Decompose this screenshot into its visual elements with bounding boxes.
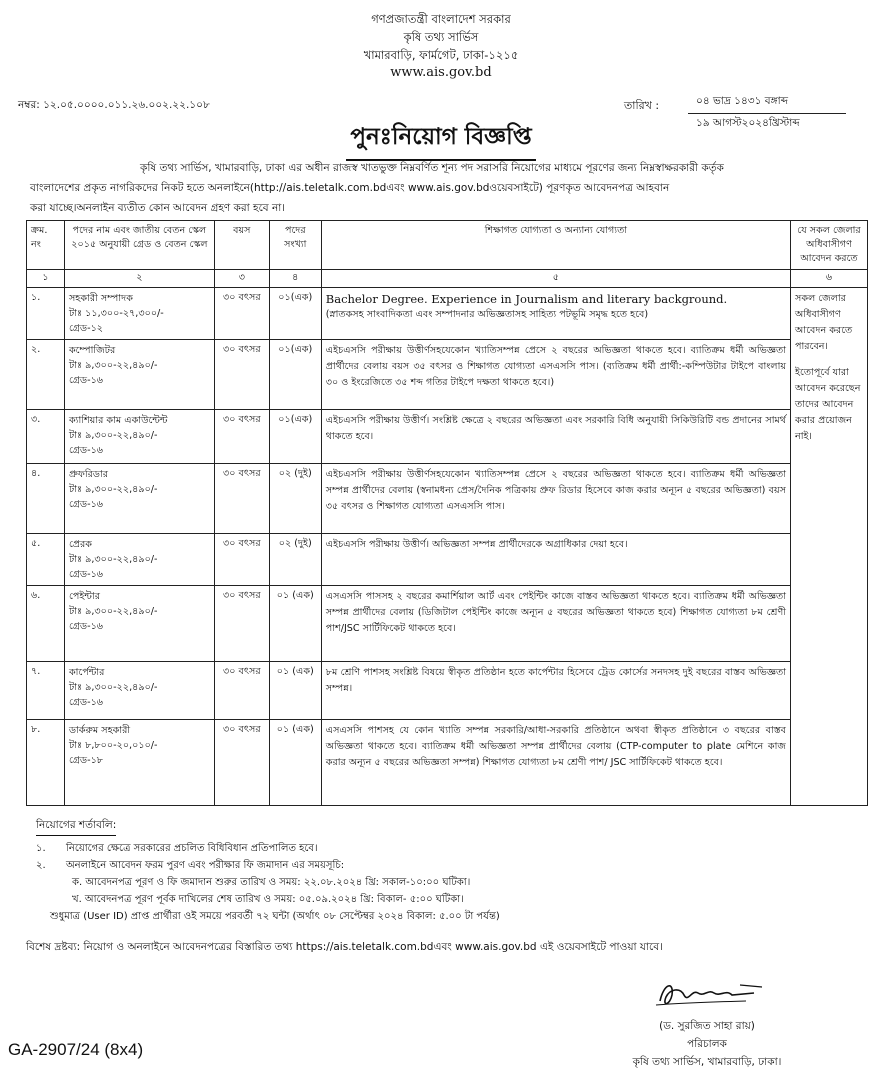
col-number: ২ <box>64 270 214 288</box>
col-number: ৩ <box>214 270 269 288</box>
qualification-cell: ৮ম শ্রেণি পাশসহ সংশ্লিষ্ট বিষয়ে স্বীকৃত প্রতিষ্ঠান হতে কার্পেন্টার হিসেবে ট্রেড কোর্সের সনদসহ দুই বছরের বাস্তব অভিজ্ঞতা সম্পন্ন। <box>321 662 790 720</box>
table-row <box>27 586 868 662</box>
post-name: পেইন্টার <box>68 591 100 602</box>
office-address: খামারবাড়ি, ফার্মগেট, ঢাকা-১২১৫ <box>363 48 519 62</box>
signer-name: (ড. সুরজিত সাহা রায়) <box>659 1020 755 1032</box>
term-text: নিয়োগের ক্ষেত্রে সরকারের প্রচলিত বিধিবিধান প্রতিপালিত হবে। <box>66 843 318 854</box>
grade: গ্রেড-১৬ <box>68 375 104 386</box>
row-serial: ৬. <box>27 586 65 662</box>
pay-scale: টাঃ ৮,৮০০-২০,০১০/- <box>68 740 158 751</box>
grade: গ্রেড-১৬ <box>68 621 104 632</box>
age-limit: ৩০ বৎসর <box>214 410 269 464</box>
age-limit: ৩০ বৎসর <box>214 534 269 586</box>
signature-icon <box>650 975 770 1013</box>
note-all-districts: সকল জেলার অধিবাসীগণ আবেদন করতে পারবেন। <box>795 293 853 352</box>
post-name: কার্পেন্টার <box>68 667 105 678</box>
post-cell <box>64 662 214 720</box>
grade: গ্রেড-১৬ <box>68 499 104 510</box>
age-limit: ৩০ বৎসর <box>214 662 269 720</box>
row-serial: ৪. <box>27 464 65 534</box>
age-limit: ৩০ বৎসর <box>214 720 269 806</box>
grade: গ্রেড-১৮ <box>68 755 104 766</box>
qualification-cell <box>321 288 790 340</box>
qualification-cell: এসএসসি পাসসহ ২ বছরের কমার্শিয়াল আর্ট এবং পেইন্টিং কাজে বাস্তব অভিজ্ঞতা থাকতে হবে। ব্যাতিক্রম ধর্মী অভিজ্ঞতা সম্পন্ন প্রার্থীদের বেলায় (ডিজিটাল পেইন্টিং কাজে অন্যূন ৫ বছরের অভিজ্ঞতা থাকতে হবে) শিক্ষাগত যোগ্যতা ৮ম শ্রেণী পাশ/JSC সার্টিফিকেট থাকতে হবে। <box>321 586 790 662</box>
table-row <box>27 464 868 534</box>
table-row <box>27 410 868 464</box>
age-limit: ৩০ বৎসর <box>214 586 269 662</box>
list-item <box>36 840 856 857</box>
signer-designation: পরিচালক <box>687 1038 727 1050</box>
column-number-row <box>27 270 868 288</box>
terms-list <box>36 840 856 925</box>
post-count: ০২ (দুই) <box>269 534 321 586</box>
qualification-english: Bachelor Degree. Experience in Journalism and literary background. <box>325 292 728 306</box>
note-previous-applicants: ইতোপূর্বে যারা আবেদন করেছেন তাদের আবেদন করার প্রয়োজন নাই। <box>795 367 861 442</box>
header-serial: ক্রম. নং <box>27 221 65 270</box>
pay-scale: টাঃ ৯,৩০০-২২,৪৯০/- <box>68 484 158 495</box>
row-serial: ৫. <box>27 534 65 586</box>
row-serial: ২. <box>27 340 65 410</box>
col-number: ১ <box>27 270 65 288</box>
header-post: পদের নাম এবং জাতীয় বেতন স্কেল ২০১৫ অনুযায়ী গ্রেড ও বেতন স্কেল <box>64 221 214 270</box>
post-name: ক্যাশিয়ার কাম একাউন্টেন্ট <box>68 415 168 426</box>
post-count: ০১ (এক) <box>269 586 321 662</box>
qualification-cell: এইচএসসি পরীক্ষায় উত্তীর্ণ। সংশ্লিষ্ট ক্ষেত্রে ২ বছরের অভিজ্ঞতা এবং সরকারি বিধি অনুযায়ী সিকিউরিটি বন্ড প্রদানের সামর্থ থাকতে হবে। <box>321 410 790 464</box>
pay-scale: টাঃ ৯,৩০০-২২,৪৯০/- <box>68 360 158 371</box>
posts-table <box>26 220 868 806</box>
office-website: www.ais.gov.bd <box>390 65 492 80</box>
post-count: ০১(এক) <box>269 340 321 410</box>
districts-note <box>791 288 868 806</box>
pay-scale: টাঃ ৯,৩০০-২২,৪৯০/- <box>68 554 158 565</box>
ad-code: GA-2907/24 (8x4) <box>8 1040 144 1059</box>
post-count: ০১(এক) <box>269 288 321 340</box>
row-serial: ১. <box>27 288 65 340</box>
post-name: প্রেরক <box>68 539 93 550</box>
special-note: বিশেষ দ্রষ্টব্য: নিয়োগ ও অনলাইনে আবেদনপত্রের বিস্তারিত তথ্য https://ais.teletalk.com.bdএবং www.ais.gov.bd এই ওয়েবসাইটে পাওয়া যাবে। <box>26 941 663 953</box>
pay-scale: টাঃ ১১,৩০০-২৭,৩০০/- <box>68 308 164 319</box>
grade: গ্রেড-১২ <box>68 323 104 334</box>
list-item <box>36 857 856 874</box>
terms-heading: নিয়োগের শর্তাবলি: <box>36 818 116 836</box>
signer-block <box>582 1017 832 1071</box>
post-name: ডার্করুম সহকারী <box>68 725 131 736</box>
notice-title: পুনঃনিয়োগ বিজ্ঞপ্তি <box>346 118 535 161</box>
row-serial: ৭. <box>27 662 65 720</box>
table-row <box>27 720 868 806</box>
qualification-cell: এসএসসি পাশসহ যে কোন খ্যাতি সম্পন্ন সরকারি/আধা-সরকারি প্রতিষ্ঠানে অথবা স্বীকৃত প্রতিষ্ঠানে ৩ বছরের বাস্তব অভিজ্ঞতা থাকতে হবে। ব্যাতিক্রম ধর্মী অভিজ্ঞতা সম্পন্ন প্রার্থীদের বেলায় (CTP-computer to plate মেশিনে কাজ করার অন্যূন ৫ বছরের অভিজ্ঞতা সম্পন্ন) শিক্ষাগত যোগ্যতা ৮ম শ্রেণী পাশ/ JSC সার্টিফিকেট থাকতে হবে। <box>321 720 790 806</box>
post-count: ০২ (দুই) <box>269 464 321 534</box>
post-name: সহকারী সম্পাদক <box>68 293 133 304</box>
post-cell <box>64 288 214 340</box>
col-number: ৬ <box>791 270 868 288</box>
header-districts: যে সকল জেলার অধিবাসীগণ আবেদন করতে <box>791 221 868 270</box>
memo-number: নম্বর: ১২.০৫.০০০০.০১১.২৬.০০২.২২.১০৮ <box>18 99 210 111</box>
grade: গ্রেড-১৬ <box>68 569 104 580</box>
table-row <box>27 340 868 410</box>
post-cell <box>64 340 214 410</box>
col-number: ৪ <box>269 270 321 288</box>
post-name: কম্পোজিটর <box>68 345 116 356</box>
post-cell <box>64 534 214 586</box>
table-row <box>27 534 868 586</box>
grade: গ্রেড-১৬ <box>68 697 104 708</box>
office-header <box>0 10 882 82</box>
table-row <box>27 662 868 720</box>
post-name: প্রুফরিডার <box>68 469 109 480</box>
table-header-row <box>27 221 868 270</box>
age-limit: ৩০ বৎসর <box>214 340 269 410</box>
term-text: অনলাইনে আবেদন ফরম পুরণ এবং পরীক্ষার ফি জমাদান এর সময়সূচি: <box>66 860 345 871</box>
qualification-cell: এইচএসসি পরীক্ষায় উত্তীর্ণসহযেকোন খ্যাতিসম্পন্ন প্রেসে ২ বছরের অভিজ্ঞতা থাকতে হবে। ব্যাতিক্রম ধর্মী অভিজ্ঞতা প্রার্থীদের বেলায় বয়স ৩৫ বৎসর ও শিক্ষাগত যোগ্যতা এসএসসি পাস। (ব্যতিক্রম ধর্মী প্রার্থী:-কম্পিউটার টাইপে বাংলায় ৩০ ও ইংরেজিতে ৩৫ শব্দ গতির টাইপে দক্ষতা থাকতে হবে।) <box>321 340 790 410</box>
post-cell <box>64 464 214 534</box>
signer-office: কৃষি তথ্য সার্ভিস, খামারবাড়ি, ঢাকা। <box>632 1056 782 1068</box>
age-limit: ৩০ বৎসর <box>214 464 269 534</box>
qualification-cell: এইচএসসি পরীক্ষায় উত্তীর্ণসহযেকোন খ্যাতিসম্পন্ন প্রেসে ২ বছরের অভিজ্ঞতা থাকতে হবে। ব্যাতিক্রম ধর্মী অভিজ্ঞতা সম্পন্ন প্রার্থীদের বেলায় (স্বনামধন্য প্রেস/দৈনিক পত্রিকায় প্রুফ রিডার হিসেবে কাজ করার অন্যূন ৫ বছরের অভিজ্ঞতা) বয়স ৩৫ বৎসর ও শিক্ষাগত যোগ্যতা এসএসসি পাস। <box>321 464 790 534</box>
qualification-cell: এইচএসসি পরীক্ষায় উত্তীর্ণ। অভিজ্ঞতা সম্পন্ন প্রার্থীদেরকে অগ্রাধিকার দেয়া হবে। <box>321 534 790 586</box>
intro-paragraph <box>30 158 868 218</box>
term-number: ২. <box>36 860 46 871</box>
pay-scale: টাঃ ৯,৩০০-২২,৪৯০/- <box>68 606 158 617</box>
office-name: কৃষি তথ্য সার্ভিস <box>403 30 479 44</box>
term-sub-ka: ক. আবেদনপত্র পূরণ ও ফি জমাদান শুরুর তারিখ ও সময়: ২২.০৮.২০২৪ খ্রি: সকাল-১০:০০ ঘটিকা। <box>72 877 471 888</box>
grade: গ্রেড-১৬ <box>68 445 104 456</box>
govt-name: গণপ্রজাতন্ত্রী বাংলাদেশ সরকার <box>371 12 511 26</box>
header-age: বয়স <box>214 221 269 270</box>
post-cell <box>64 720 214 806</box>
post-count: ০১ (এক) <box>269 662 321 720</box>
term-sub-userid: শুধুমাত্র (User ID) প্রাপ্ত প্রার্থীরা ওই সময়ে পরবর্তী ৭২ ঘন্টা (অর্থাৎ ০৮ সেপ্টেম্বর ২০২৪ বিকাল: ৫.০০ টা পর্যন্ত) <box>50 911 500 922</box>
pay-scale: টাঃ ৯,৩০০-২২,৪৯০/- <box>68 430 158 441</box>
intro-line-2: বাংলাদেশের প্রকৃত নাগরিকদের নিকট হতে অনলাইনে(http://ais.teletalk.com.bdএবং www.ais.gov.bdওয়েবসাইটে) পূরণকৃত আবেদনপত্র আহবান <box>30 182 670 194</box>
post-count: ০১(এক) <box>269 410 321 464</box>
notice-title-wrap <box>0 118 882 161</box>
post-cell <box>64 586 214 662</box>
col-number: ৫ <box>321 270 790 288</box>
date-english: ১৯ আগস্ট২০২৪খ্রিস্টাব্দ <box>696 117 800 129</box>
term-sub-kha: খ. আবেদনপত্র পূরণ পূর্বক দাখিলের শেষ তারিখ ও সময়: ০৫.০৯.২০২৪ খ্রি: বিকাল- ৫:০০ ঘটিকা। <box>72 894 464 905</box>
post-count: ০১ (এক) <box>269 720 321 806</box>
intro-line-3: করা যাচ্ছে।অনলাইন ব্যতীত কোন আবেদন গ্রহণ করা হবে না। <box>30 202 286 214</box>
date-label: তারিখ : <box>624 99 660 112</box>
row-serial: ৮. <box>27 720 65 806</box>
term-number: ১. <box>36 843 46 854</box>
row-serial: ৩. <box>27 410 65 464</box>
age-limit: ৩০ বৎসর <box>214 288 269 340</box>
header-count: পদের সংখ্যা <box>269 221 321 270</box>
pay-scale: টাঃ ৯,৩০০-২২,৪৯০/- <box>68 682 158 693</box>
header-qualification: শিক্ষাগত যোগ্যতা ও অন্যান্য যোগ্যতা <box>321 221 790 270</box>
post-cell <box>64 410 214 464</box>
table-row <box>27 288 868 340</box>
date-bangla: ০৪ ভাদ্র ১৪৩১ বঙ্গাব্দ <box>688 92 846 114</box>
qualification-bangla: (স্নাতকসহ সাংবাদিকতা এবং সম্পাদনার অভিজ্ঞতাসহ সাহিত্য পটভূমি সমৃদ্ধ হতে হবে) <box>325 309 649 320</box>
intro-line-1: কৃষি তথ্য সার্ভিস, খামারবাড়ি, ঢাকা এর অধীন রাজস্ব খাতভুক্ত নিম্নবর্ণিত শূন্য পদ সরাসরি নিয়োগের মাধ্যমে পূরণের জন্য নিম্নস্বাক্ষরকারী কর্তৃক <box>140 162 724 174</box>
